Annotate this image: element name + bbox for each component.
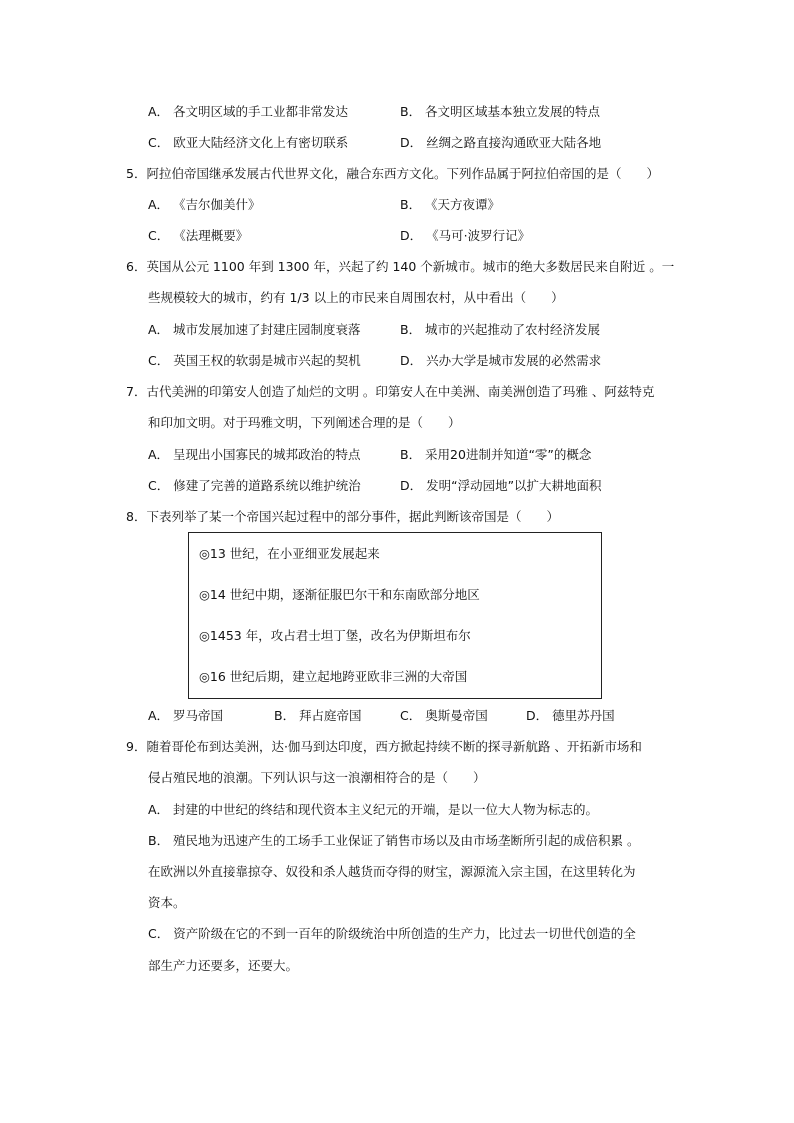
q7-option-d: D． 发明“浮动园地”以扩大耕地面积 xyxy=(400,478,602,493)
q6-option-a: A． 城市发展加速了封建庄园制度衰落 xyxy=(148,322,361,337)
q9-option-b-line-2: 在欧洲以外直接靠掠夺、奴役和杀人越货而夺得的财宝，源源流入宗主国，在这里转化为 xyxy=(148,864,636,879)
q7-stem-line-1: 7．古代美洲的印第安人创造了灿烂的文明 。印第安人在中美洲、南美洲创造了玛雅 、阿兹特克 xyxy=(126,384,655,399)
q5-option-a: A． 《吉尔伽美什》 xyxy=(148,197,261,212)
q5-stem: 5．阿拉伯帝国继承发展古代世界文化，融合东西方文化。下列作品属于阿拉伯帝国的是（ ） xyxy=(126,166,659,181)
q8-option-d: D． 德里苏丹国 xyxy=(526,708,615,723)
q6-option-d: D． 兴办大学是城市发展的必然需求 xyxy=(400,353,602,368)
q4-option-b: B． 各文明区域基本独立发展的特点 xyxy=(400,104,601,119)
q8-event-1: ◎13 世纪，在小亚细亚发展起来 xyxy=(199,546,380,561)
q5-option-d: D． 《马可·波罗行记》 xyxy=(400,228,531,243)
q7-option-c: C． 修建了完善的道路系统以维护统治 xyxy=(148,478,361,493)
q8-option-a: A． 罗马帝国 xyxy=(148,708,224,723)
q9-stem-line-1: 9．随着哥伦布到达美洲，达·伽马到达印度，西方掀起持续不断的探寻新航路 、开拓新市场和 xyxy=(126,739,642,754)
q7-option-b: B． 采用20进制并知道“零”的概念 xyxy=(400,447,592,462)
q8-event-3: ◎1453 年，攻占君士坦丁堡，改名为伊斯坦布尔 xyxy=(199,628,471,643)
q9-option-a: A． 封建的中世纪的终结和现代资本主义纪元的开端，是以一位大人物为标志的。 xyxy=(148,802,599,817)
q6-option-c: C． 英国王权的软弱是城市兴起的契机 xyxy=(148,353,361,368)
q9-option-b-line-3: 资本。 xyxy=(148,895,186,910)
q6-stem-line-1: 6．英国从公元 1100 年到 1300 年，兴起了约 140 个新城市。城市的绝大多数居民来自附近 。一 xyxy=(126,259,675,274)
q6-option-b: B． 城市的兴起推动了农村经济发展 xyxy=(400,322,601,337)
q8-option-c: C． 奥斯曼帝国 xyxy=(400,708,488,723)
q9-stem-line-2: 侵占殖民地的浪潮。下列认识与这一浪潮相符合的是（ ） xyxy=(148,770,486,785)
q8-event-4: ◎16 世纪后期，建立起地跨亚欧非三洲的大帝国 xyxy=(199,669,468,684)
q4-option-c: C． 欧亚大陆经济文化上有密切联系 xyxy=(148,135,349,150)
q4-option-a: A． 各文明区域的手工业都非常发达 xyxy=(148,104,349,119)
q8-event-2: ◎14 世纪中期，逐渐征服巴尔干和东南欧部分地区 xyxy=(199,587,480,602)
q9-option-c-line-1: C． 资产阶级在它的不到一百年的阶级统治中所创造的生产力，比过去一切世代创造的全 xyxy=(148,926,636,941)
q8-events-table xyxy=(188,532,602,699)
q9-option-b-line-1: B． 殖民地为迅速产生的工场手工业保证了销售市场以及由市场垄断所引起的成倍积累 。 xyxy=(148,833,640,848)
q7-option-a: A． 呈现出小国寡民的城邦政治的特点 xyxy=(148,447,361,462)
q5-option-c: C． 《法理概要》 xyxy=(148,228,249,243)
q8-stem: 8．下表列举了某一个帝国兴起过程中的部分事件，据此判断该帝国是（ ） xyxy=(126,509,559,524)
q9-option-c-line-2: 部生产力还要多，还要大。 xyxy=(148,958,299,973)
q5-option-b: B． 《天方夜谭》 xyxy=(400,197,501,212)
q4-option-d: D． 丝绸之路直接沟通欧亚大陆各地 xyxy=(400,135,602,150)
q6-stem-line-2: 些规模较大的城市，约有 1/3 以上的市民来自周围农村，从中看出（ ） xyxy=(148,290,564,305)
q8-option-b: B． 拜占庭帝国 xyxy=(274,708,362,723)
q7-stem-line-2: 和印加文明。对于玛雅文明，下列阐述合理的是（ ） xyxy=(148,415,461,430)
